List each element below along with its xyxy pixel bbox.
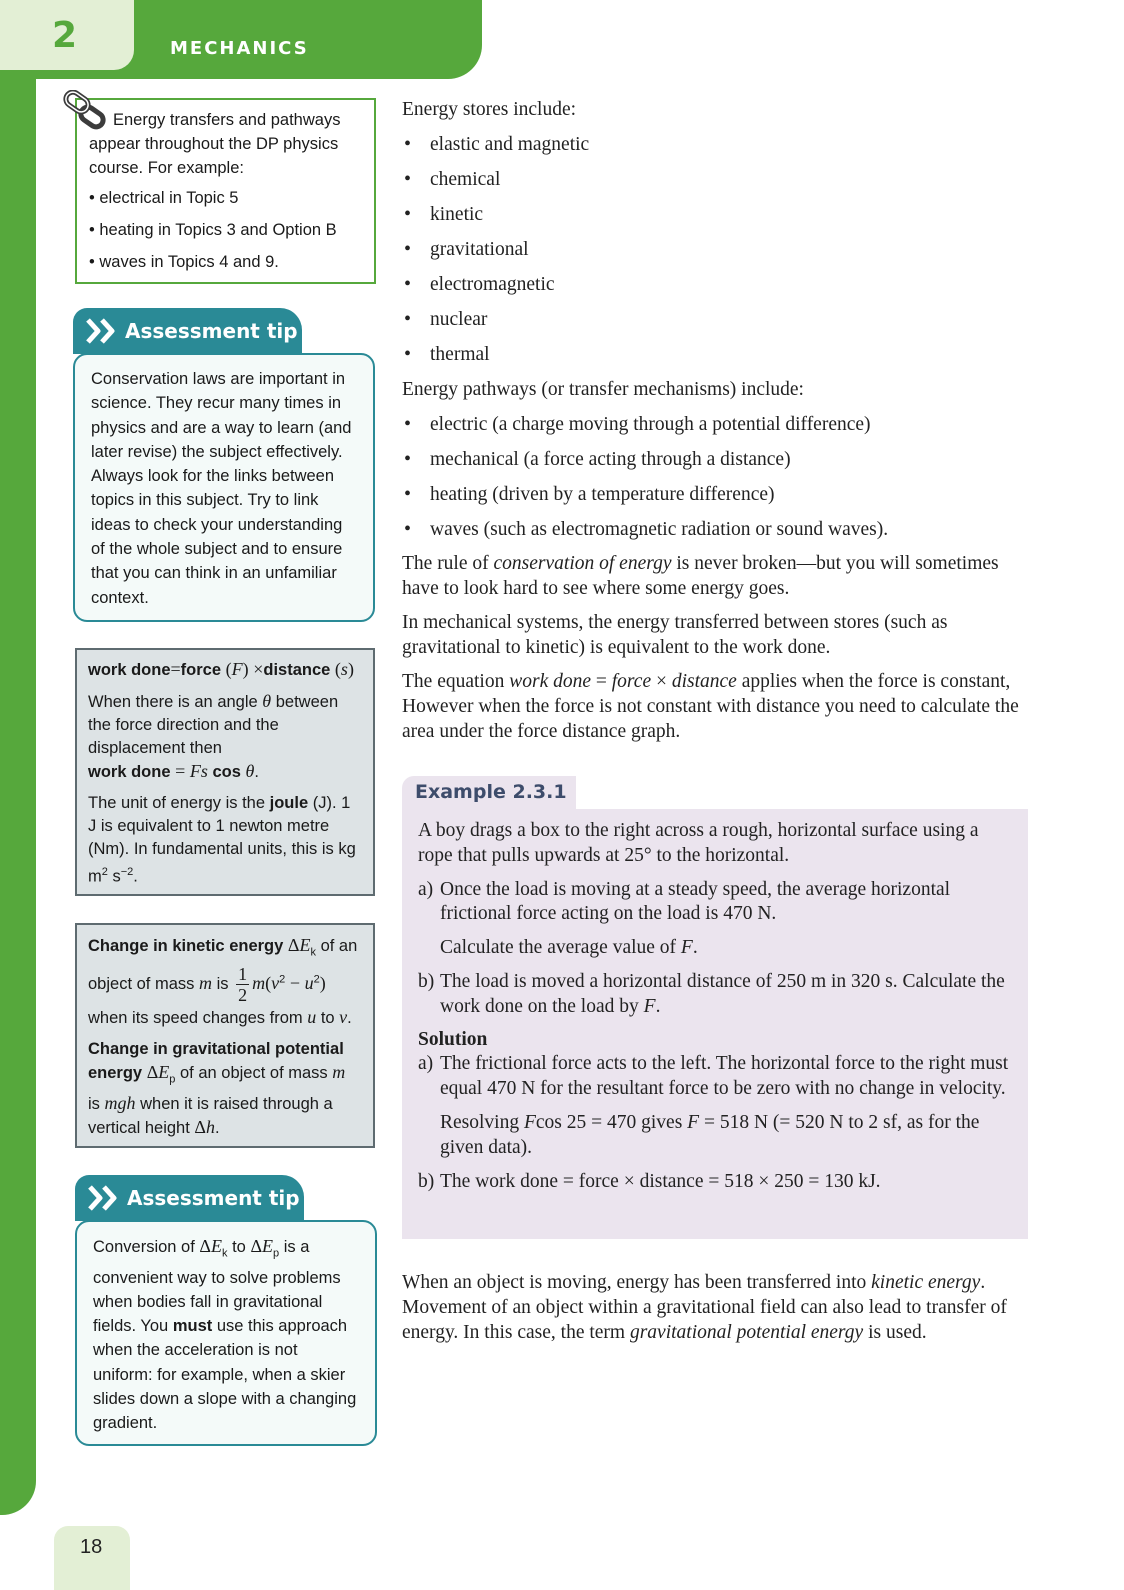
energy-pathways-list — [402, 407, 1032, 547]
energy-stores-heading: Energy stores include: — [402, 99, 577, 120]
closing-paragraph: When an object is moving, energy has been transferred into kinetic energy. Movement of an object within a gravitational field can also lead to transfer of energy. In this case, the term gravitational potential energy is used. — [402, 1272, 1007, 1343]
assessment-tip-title: Assessment tip — [127, 1186, 300, 1210]
link-box — [75, 98, 376, 284]
solution-heading: Solution — [418, 1028, 488, 1050]
assessment-tip-text: Conservation laws are important in science. They recur many times in physics and are a way to learn (and later revise) the subject effectively. Always look for the links between topics in this subject. Try to link ideas to check your understanding of the whole subject and to ensure that you can think in an unfamiliar context. — [91, 370, 352, 607]
chain-link-icon — [62, 90, 110, 134]
chapter-number: 2 — [52, 15, 78, 56]
gravitational-energy-definition: Change in gravitational potential energy $\Delta E_p$ of an object of mass m is mgh when it is raised through a vertical height Δh. — [88, 1040, 346, 1137]
main-text — [402, 92, 1032, 744]
assessment-tip-tab — [73, 308, 302, 354]
list-item: • electromagnetic — [402, 267, 1032, 302]
work-done-box — [75, 648, 375, 896]
kinetic-energy-definition: Change in kinetic energy $\Delta E_k$ of an object of mass m is $\frac{1}{2}$ $m(v^2 - u^2)$ when its speed changes from u to v. — [88, 935, 358, 1028]
list-item: • heating (driven by a temperature difference) — [402, 477, 1032, 512]
energy-change-box — [75, 923, 375, 1148]
list-item: • mechanical (a force acting through a distance) — [402, 442, 1032, 477]
list-item: • waves in Topics 4 and 9. — [89, 250, 364, 274]
assessment-tip-box — [73, 353, 375, 622]
example-box — [402, 809, 1028, 1239]
example-intro: A boy drags a box to the right across a rough, horizontal surface using a rope that pulls upwards at 25° to the horizontal. — [418, 820, 979, 866]
question-a: a) Once the load is moving at a steady speed, the average horizontal frictional force acting on the load is 470 N. Calculate the average value of F. — [418, 878, 951, 959]
list-item: • electrical in Topic 5 — [89, 186, 364, 210]
conservation-paragraph: The rule of conservation of energy is never broken—but you will sometimes have to look hard to see where some energy goes. — [402, 553, 999, 599]
list-item: • kinetic — [402, 197, 1032, 232]
work-done-definition: work done=force (F) ×distance (s) — [88, 659, 354, 679]
equation-paragraph: The equation work done = force × distance applies when the force is constant, However when the force is not constant with distance you need to calculate the area under the force distance graph. — [402, 671, 1019, 742]
list-item: • nuclear — [402, 302, 1032, 337]
mechanical-paragraph: In mechanical systems, the energy transferred between stores (such as gravitational to kinetic) is equivalent to the work done. — [402, 612, 948, 658]
list-item: • waves (such as electromagnetic radiation or sound waves). — [402, 512, 1032, 547]
double-chevron-icon — [87, 1184, 123, 1212]
unit-text: The unit of energy is the joule (J). 1 J is equivalent to 1 newton metre (Nm). In fundamental units, this is kg $m^2$ $s^{-2}$. — [88, 794, 356, 886]
angle-text: When there is an angle θ between the force direction and the displacement then work done = Fs cos θ. — [88, 691, 339, 781]
list-item: • thermal — [402, 337, 1032, 372]
list-item: • heating in Topics 3 and Option B — [89, 218, 364, 242]
green-margin-strip — [0, 0, 36, 1515]
list-item: • elastic and magnetic — [402, 127, 1032, 162]
assessment-tip-text: Conversion of $\Delta E_k$ to $\Delta E_p$ is a convenient way to solve problems when bodies fall in gravitational fields. You must use this approach when the acceleration is not uniform: for example, when a skier slides down a slope with a changing gradient. — [93, 1236, 357, 1433]
example-title: Example 2.3.1 — [402, 776, 576, 809]
list-item: • gravitational — [402, 232, 1032, 267]
assessment-tip-box — [75, 1220, 377, 1446]
assessment-tip-tab — [75, 1175, 304, 1221]
assessment-tip-title: Assessment tip — [125, 319, 298, 343]
double-chevron-icon — [85, 317, 121, 345]
solution-a: a) The frictional force acts to the left. The horizontal force to the right must equal 470 N for the resultant force to be zero with no change in velocity. Resolving Fcos 25 = 470 gives F = 518 N (= 520 N to 2 sf, as for the given data). — [418, 1053, 1009, 1158]
one-half-fraction: $\frac{1}{2}$ — [238, 964, 248, 1006]
link-box-list — [89, 186, 364, 274]
energy-pathways-heading: Energy pathways (or transfer mechanisms) include: — [402, 379, 804, 400]
list-item: • electric (a charge moving through a potential difference) — [402, 407, 1032, 442]
solution-b: b) The work done = force × distance = 518 × 250 = 130 kJ. — [418, 1170, 881, 1192]
energy-stores-list — [402, 127, 1032, 372]
question-b: b) The load is moved a horizontal distance of 250 m in 320 s. Calculate the work done on the load by F. — [418, 970, 1005, 1017]
link-box-intro: Energy transfers and pathways appear throughout the DP physics course. For example: — [89, 111, 341, 177]
list-item: • chemical — [402, 162, 1032, 197]
chapter-title: MECHANICS — [170, 38, 309, 59]
page-number: 18 — [80, 1536, 103, 1558]
